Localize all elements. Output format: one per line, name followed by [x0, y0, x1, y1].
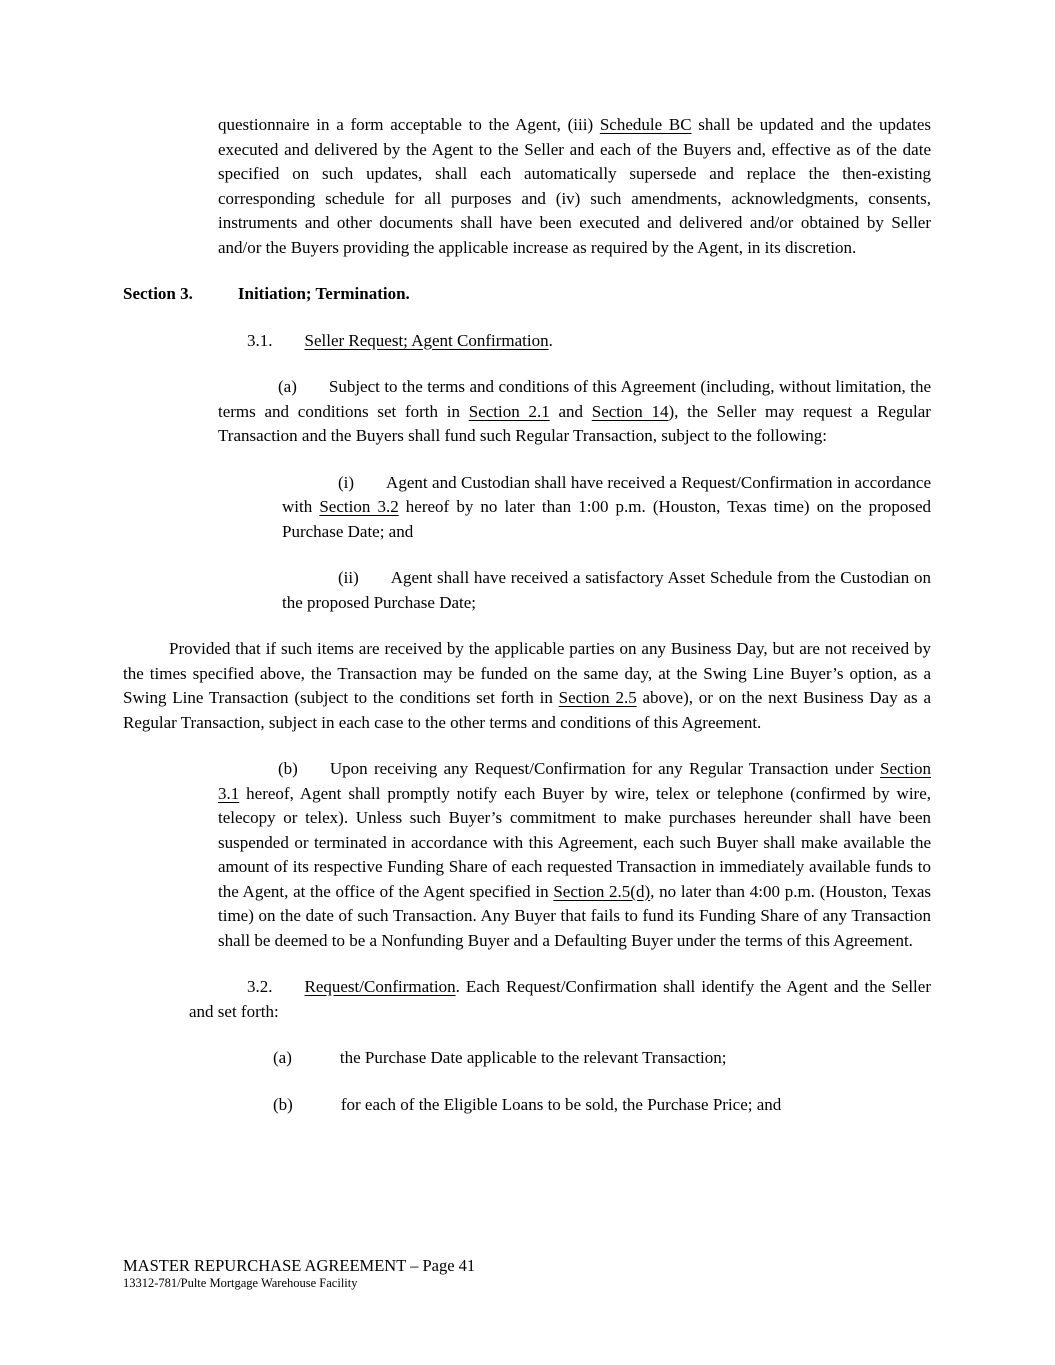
text-run: (a) — [273, 1048, 292, 1067]
text-run: 3.1. — [247, 330, 273, 350]
proviso-paragraph — [123, 637, 931, 735]
text-run: (ii) — [338, 568, 359, 587]
text-run: (b) — [278, 759, 298, 778]
underlined-reference: Section 14 — [591, 401, 669, 421]
underlined-reference: Schedule BC — [599, 115, 692, 134]
underlined-reference: Section 2.5(d) — [553, 881, 651, 901]
text-run: Initiation; Termination. — [237, 284, 410, 303]
section-3-heading — [123, 282, 931, 307]
underlined-reference: Seller Request; Agent Confirmation — [304, 330, 549, 350]
underlined-reference: Section 2.1 — [468, 401, 550, 421]
text-run: the Purchase Date applicable to the relevant Transaction; — [339, 1048, 727, 1067]
text-run: questionnaire in a form acceptable to the Agent, (iii) — [218, 115, 600, 134]
text-run: for each of the Eligible Loans to be sold, the Purchase Price; and — [340, 1094, 782, 1114]
underlined-reference: Section 3.2 — [319, 497, 399, 516]
text-run: ), the Seller may request a Regular Transaction and the Buyers shall fund such Regular Transaction, subject to the following: — [218, 401, 931, 445]
underlined-reference: Request/Confirmation — [304, 977, 456, 996]
text-run: Provided that if such items are received by the applicable parties on any Business Day, but are not received by the times specified above, the Transaction may be funded on the same day, at the Swing Line Buyer’s option, as a Swing Line Transaction (subject to the conditions set forth in — [123, 639, 931, 707]
underlined-reference: Section 3.1 — [218, 759, 931, 803]
text-run: 3.2. — [247, 977, 273, 996]
list-item-3-2-b — [273, 1093, 931, 1118]
text-run: Section 3. — [123, 284, 193, 303]
footer-document-title: MASTER REPURCHASE AGREEMENT – Page 41 — [123, 1256, 476, 1275]
text-run: . — [548, 330, 553, 350]
text-run: (a) — [278, 377, 297, 396]
list-item-3-2-a — [273, 1046, 931, 1071]
paragraph-3-1-a-ii — [282, 566, 931, 615]
text-run: Agent and Custodian shall have received a Request/Confirmation in accordance with — [282, 472, 931, 516]
text-run: (i) — [338, 472, 355, 492]
document-body — [123, 113, 931, 1139]
text-run: (b) — [273, 1094, 293, 1114]
paragraph-3-1-b — [218, 757, 931, 953]
text-run: above), or on the next Business Day as a Regular Transaction, subject in each case to the other terms and conditions of this Agreement. — [123, 688, 932, 732]
text-run: . Each Request/Confirmation shall identify the Agent and the Seller and set forth: — [189, 977, 931, 1021]
text-run: Agent shall have received a satisfactory Asset Schedule from the Custodian on the proposed Purchase Date; — [282, 568, 931, 612]
continuation-paragraph — [218, 113, 931, 260]
footer-matter-reference: 13312-781/Pulte Mortgage Warehouse Facility — [123, 1276, 358, 1290]
text-run: shall be updated and the updates executed and delivered by the Agent to the Seller and each of the Buyers and, effective as of the date specified on such updates, shall each automatically supersede and replace the then-existing corresponding schedule for all purposes and (iv) such amendments, acknowledgments, consents, instruments and other documents shall have been executed and delivered and/or obtained by Seller and/or the Buyers providing the applicable increase as required by the Agent, in its discretion. — [218, 115, 931, 257]
text-run: hereof by no later than 1:00 p.m. (Houston, Texas time) on the proposed Purchase Date; and — [282, 497, 932, 541]
text-run: Upon receiving any Request/Confirmation for any Regular Transaction under — [329, 759, 880, 778]
text-run: and — [549, 401, 592, 421]
text-run: , no later than 4:00 p.m. (Houston, Texas time) on the date of such Transaction. Any Buyer that fails to fund its Funding Share of any Transaction shall be deemed to be a Nonfunding Buyer and a Defaulting Buyer under the terms of this Agreement. — [218, 881, 931, 950]
underlined-reference: Section 2.5 — [558, 688, 637, 707]
page-footer — [123, 1256, 475, 1291]
section-3-1-heading — [247, 329, 931, 354]
paragraph-3-1-a-i — [282, 471, 931, 545]
section-3-2-paragraph — [189, 975, 931, 1024]
paragraph-3-1-a — [218, 375, 931, 449]
text-run: hereof, Agent shall promptly notify each Buyer by wire, telex or telephone (confirmed by wire, telecopy or telex). Unless such Buyer’s commitment to make purchases hereunder shall have been suspended or terminated in accordance with this Agreement, each such Buyer shall make available the amount of its respective Funding Share of each requested Transaction in immediately available funds to the Agent, at the office of the Agent specified in — [218, 783, 931, 901]
text-run: Subject to the terms and conditions of this Agreement (including, without limitation, the terms and conditions set forth in — [218, 377, 931, 421]
